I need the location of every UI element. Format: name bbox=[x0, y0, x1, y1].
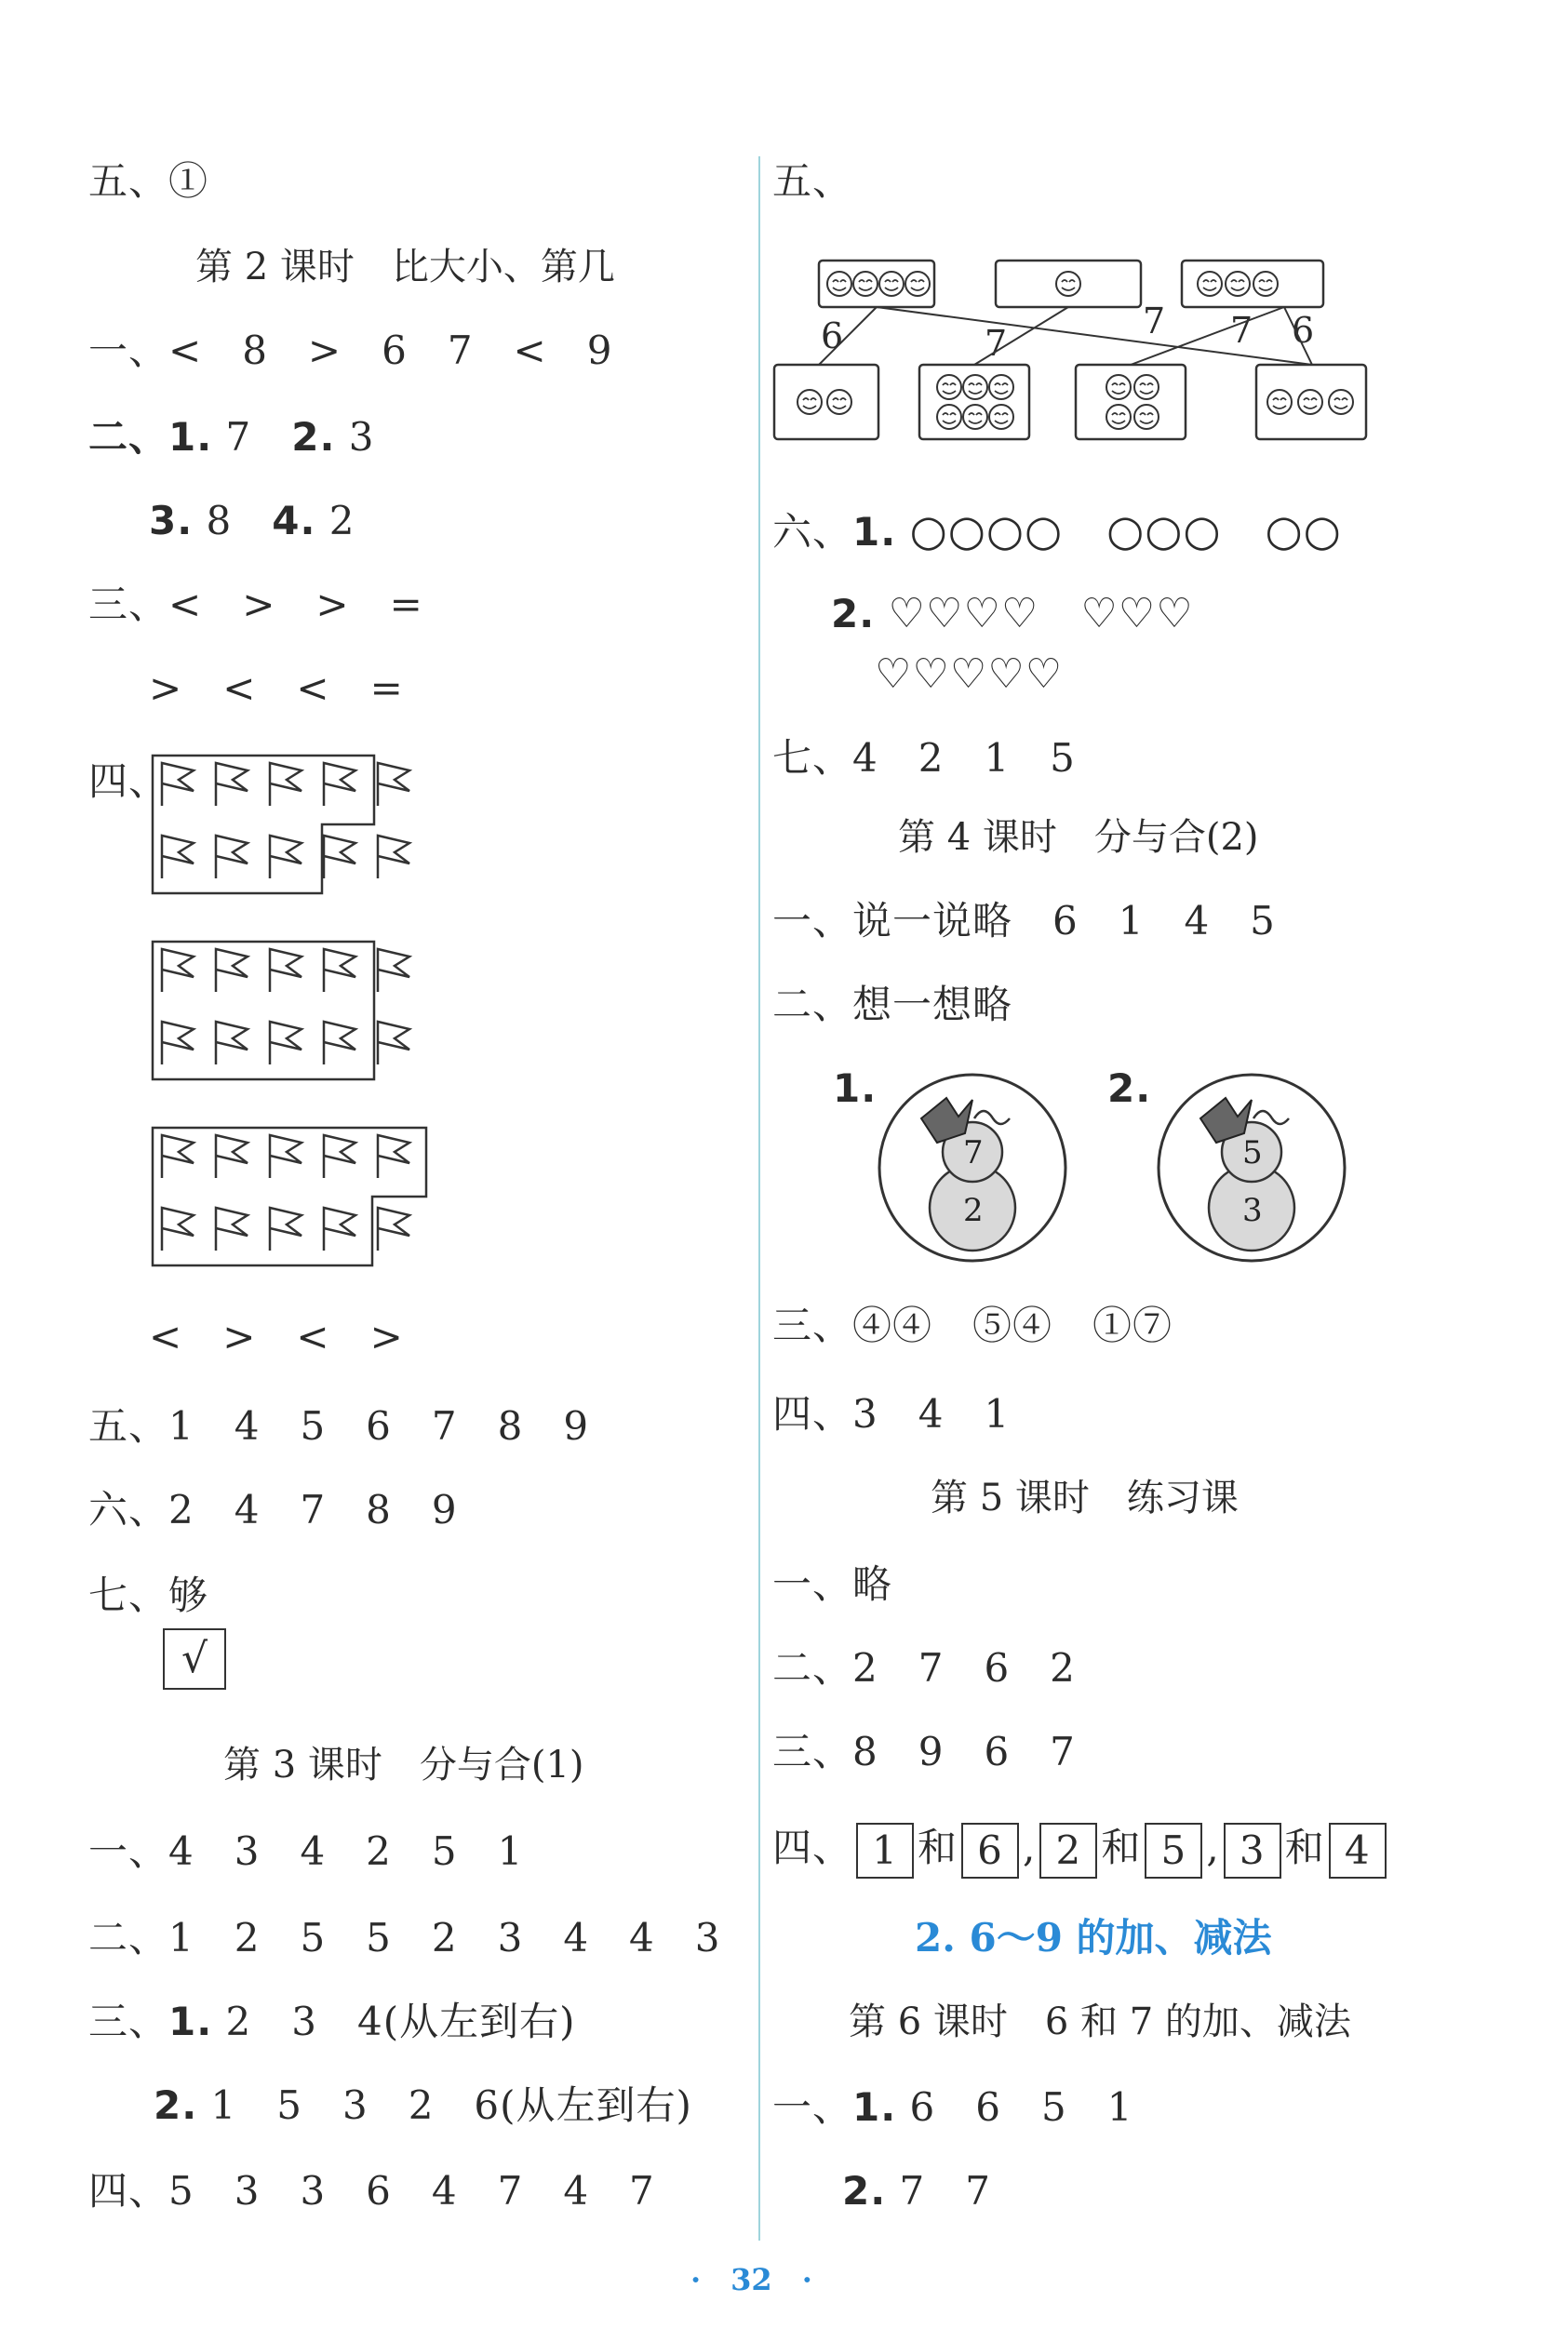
v1-val: 6 6 5 1 bbox=[896, 2084, 1133, 2130]
lesson2-q6: 六、2 4 7 8 9 bbox=[88, 1487, 458, 1532]
q6-prefix: 六、 bbox=[772, 509, 853, 555]
lesson2-q3-line1: 三、< > > = bbox=[88, 582, 423, 627]
sep2: , bbox=[1206, 1825, 1220, 1870]
q6-hearts-1: ♡♡♡♡ ♡♡♡ bbox=[888, 590, 1194, 637]
pair3-a: 3 bbox=[1224, 1823, 1281, 1879]
smiley-icon bbox=[1226, 272, 1250, 296]
flag-icon bbox=[270, 949, 302, 992]
gourd1-top: 7 bbox=[963, 1134, 984, 1171]
page-dot-left: · bbox=[690, 2262, 702, 2297]
right-q7: 七、4 2 1 5 bbox=[772, 735, 1076, 781]
column-divider bbox=[758, 156, 760, 2241]
q2-val1: 7 bbox=[212, 414, 292, 460]
lesson5-q1: 一、略 bbox=[772, 1561, 893, 1607]
page-num: 32 bbox=[730, 2262, 772, 2297]
page-number bbox=[690, 2256, 812, 2299]
q4-prefix: 四、 bbox=[772, 1825, 853, 1870]
lesson5-title: 第 5 课时 练习课 bbox=[931, 1477, 1239, 1519]
q6-circles: ○○○○ ○○○ ○○ bbox=[909, 505, 1342, 555]
gourd2-bottom: 3 bbox=[1242, 1192, 1263, 1229]
right-q6-line2 bbox=[831, 591, 1194, 637]
check-box: √ bbox=[163, 1628, 226, 1690]
gourd-figure-2 bbox=[1149, 1070, 1354, 1275]
pair2-b: 5 bbox=[1145, 1823, 1202, 1879]
lesson2-q7: 七、够 bbox=[88, 1572, 209, 1618]
flag-icon bbox=[324, 949, 355, 992]
edge-label-1: 6 bbox=[821, 315, 844, 356]
lesson6-q1-line1 bbox=[772, 2084, 1132, 2131]
smiley-icon bbox=[827, 272, 851, 296]
flag-icon bbox=[324, 763, 355, 806]
q3-val2: 1 5 3 2 6(从左到右) bbox=[197, 2082, 692, 2128]
lesson3-q3-line2 bbox=[154, 2082, 692, 2129]
q6-hearts-2: ♡♡♡♡♡ bbox=[875, 650, 1064, 698]
q2-num4: 4. bbox=[272, 498, 316, 543]
smiley-icon bbox=[1056, 272, 1080, 296]
gourd1-bottom: 2 bbox=[963, 1192, 984, 1229]
lesson4-q3: 三、④④ ⑤④ ①⑦ bbox=[772, 1303, 1173, 1348]
smiley-icon bbox=[989, 405, 1013, 429]
gourd2-label: 2. bbox=[1107, 1065, 1152, 1111]
smiley-icon bbox=[879, 272, 904, 296]
flag-icon bbox=[270, 763, 302, 806]
flag-icon bbox=[162, 1022, 194, 1064]
edge-label-3: 7 bbox=[1143, 301, 1166, 341]
flag-icon bbox=[270, 1135, 302, 1178]
smiley-icon bbox=[937, 405, 961, 429]
q3-val1: 2 3 4(从左到右) bbox=[212, 1999, 576, 2044]
flag-icon bbox=[162, 763, 194, 806]
pair2-a: 2 bbox=[1039, 1823, 1097, 1879]
q3-num2: 2. bbox=[154, 2082, 198, 2128]
smiley-icon bbox=[1198, 272, 1222, 296]
v1-prefix: 一、 bbox=[772, 2084, 853, 2130]
smiley-icon bbox=[1106, 375, 1131, 399]
flag-icon bbox=[216, 1208, 248, 1251]
smiley-icon bbox=[1253, 272, 1278, 296]
lesson2-q2-line1 bbox=[88, 414, 375, 461]
flag-icon bbox=[378, 763, 409, 806]
lesson5-q4 bbox=[772, 1819, 1390, 1879]
flag-icon bbox=[324, 1022, 355, 1064]
smiley-icon bbox=[963, 375, 987, 399]
edge-label-4: 7 bbox=[1230, 310, 1253, 351]
v2-val: 7 7 bbox=[886, 2168, 991, 2214]
smiley-icon bbox=[1134, 405, 1159, 429]
smiley-icon bbox=[963, 405, 987, 429]
smiley-icon bbox=[853, 272, 878, 296]
q2-num3: 3. bbox=[149, 498, 194, 543]
gourd-figure-1 bbox=[870, 1070, 1075, 1275]
flag-icon bbox=[324, 836, 355, 878]
smiley-icon bbox=[1298, 390, 1322, 414]
q6-num1: 1. bbox=[852, 509, 897, 555]
lesson3-q4: 四、5 3 3 6 4 7 4 7 bbox=[88, 2168, 655, 2214]
q2-val2: 3 bbox=[335, 414, 375, 460]
flag-groups-figure bbox=[149, 754, 456, 1275]
q2-num2: 2. bbox=[291, 414, 336, 460]
pair3-and: 和 bbox=[1284, 1825, 1325, 1870]
edge-label-5: 6 bbox=[1292, 310, 1315, 351]
lesson4-title: 第 4 课时 分与合(2) bbox=[898, 816, 1259, 859]
left-q5-answer: 五、① bbox=[88, 158, 209, 204]
q2-val3: 8 bbox=[193, 498, 273, 543]
edge-label-2: 7 bbox=[985, 323, 1008, 364]
flag-icon bbox=[216, 1022, 248, 1064]
v1-num: 1. bbox=[852, 2084, 897, 2130]
right-q5-label: 五、 bbox=[772, 158, 853, 204]
lesson2-q4-compare: < > < > bbox=[149, 1314, 404, 1359]
lesson5-q3: 三、8 9 6 7 bbox=[772, 1729, 1076, 1774]
pair1-and: 和 bbox=[918, 1825, 958, 1870]
flag-icon bbox=[216, 949, 248, 992]
lesson4-q2: 二、想一想略 bbox=[772, 982, 1013, 1027]
q2-num1: 二、1. bbox=[88, 414, 213, 460]
flag-icon bbox=[270, 1022, 302, 1064]
q3-num1: 1. bbox=[168, 1999, 213, 2044]
flag-icon bbox=[378, 1208, 409, 1251]
flag-icon bbox=[270, 1208, 302, 1251]
lesson6-title: 第 6 课时 6 和 7 的加、减法 bbox=[849, 2001, 1351, 2043]
smiley-icon bbox=[1106, 405, 1131, 429]
flag-icon bbox=[162, 949, 194, 992]
sep1: , bbox=[1023, 1825, 1037, 1870]
flag-icon bbox=[378, 1135, 409, 1178]
pair1-b: 6 bbox=[961, 1823, 1019, 1879]
lesson2-q2-line2 bbox=[149, 498, 355, 544]
smiley-icon bbox=[905, 272, 930, 296]
lesson3-q1: 一、4 3 4 2 5 1 bbox=[88, 1828, 524, 1874]
flag-icon bbox=[324, 1135, 355, 1178]
flag-icon bbox=[324, 1208, 355, 1251]
lesson2-q5: 五、1 4 5 6 7 8 9 bbox=[88, 1403, 590, 1449]
flag-icon bbox=[216, 836, 248, 878]
lesson3-q3-line1 bbox=[88, 1999, 576, 2045]
q2-val4: 2 bbox=[315, 498, 355, 543]
gourd2-top: 5 bbox=[1242, 1134, 1263, 1171]
right-q6-line1 bbox=[772, 507, 1342, 555]
smiley-icon bbox=[797, 390, 822, 414]
smiley-matching-figure bbox=[763, 251, 1340, 456]
smiley-icon bbox=[1134, 375, 1159, 399]
lesson5-q2: 二、2 7 6 2 bbox=[772, 1645, 1076, 1691]
lesson2-q1: 一、< 8 > 6 7 < 9 bbox=[88, 328, 613, 373]
flag-icon bbox=[162, 836, 194, 878]
pair3-b: 4 bbox=[1329, 1823, 1387, 1879]
flag-icon bbox=[162, 1135, 194, 1178]
lesson6-q1-line2 bbox=[842, 2168, 991, 2215]
smiley-icon bbox=[989, 375, 1013, 399]
pair1-a: 1 bbox=[856, 1823, 914, 1879]
smiley-icon bbox=[937, 375, 961, 399]
flag-icon bbox=[162, 1208, 194, 1251]
flag-icon bbox=[216, 763, 248, 806]
smiley-icon bbox=[1267, 390, 1292, 414]
page-dot-right: · bbox=[801, 2262, 812, 2297]
smiley-icon bbox=[827, 390, 851, 414]
lesson4-q1: 一、说一说略 6 1 4 5 bbox=[772, 898, 1276, 943]
smiley-icon bbox=[1329, 390, 1353, 414]
lesson2-q4-label: 四、 bbox=[88, 758, 169, 804]
flag-icon bbox=[378, 836, 409, 878]
flag-icon bbox=[378, 949, 409, 992]
lesson2-q3-line2: > < < = bbox=[149, 665, 404, 711]
q6-num2: 2. bbox=[831, 591, 876, 636]
section-heading: 2. 6～9 的加、减法 bbox=[915, 1915, 1272, 1961]
lesson4-q4: 四、3 4 1 bbox=[772, 1391, 1011, 1437]
flag-icon bbox=[378, 1022, 409, 1064]
q3-prefix: 三、 bbox=[88, 1999, 169, 2044]
bottom-box-3 bbox=[1076, 365, 1186, 439]
lesson3-q2: 二、1 2 5 5 2 3 4 4 3 bbox=[88, 1915, 721, 1961]
lesson3-title: 第 3 课时 分与合(1) bbox=[223, 1744, 584, 1787]
pair2-and: 和 bbox=[1101, 1825, 1142, 1870]
v2-num: 2. bbox=[842, 2168, 887, 2214]
group-outline bbox=[153, 1128, 426, 1265]
flag-icon bbox=[216, 1135, 248, 1178]
lesson2-title: 第 2 课时 比大小、第几 bbox=[195, 246, 615, 288]
flag-icon bbox=[270, 836, 302, 878]
gourd1-label: 1. bbox=[833, 1065, 878, 1111]
